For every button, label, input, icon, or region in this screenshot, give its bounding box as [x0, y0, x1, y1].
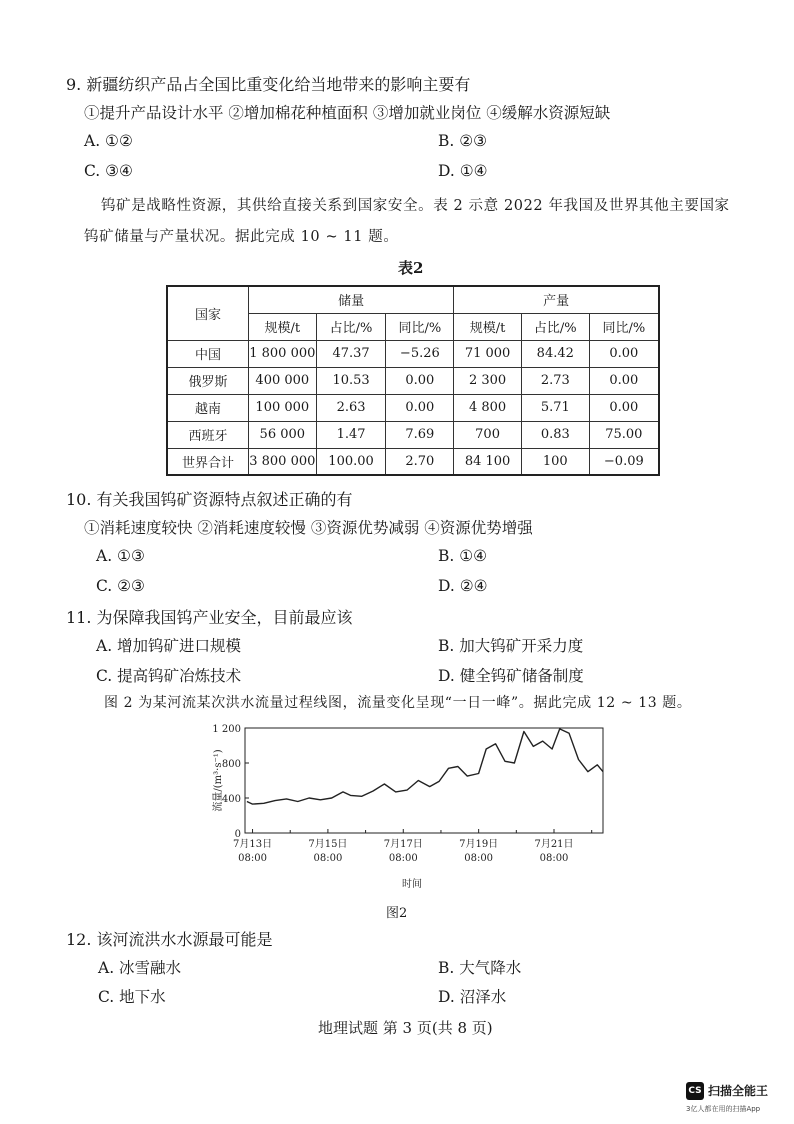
q9-option-a: A. ①② [84, 132, 133, 150]
intro-10-11-line2: 钨矿储量与产量状况。据此完成 10 ~ 11 题。 [84, 229, 399, 245]
row-country: 世界合计 [167, 448, 248, 475]
q9-stem: 9. 新疆纺织产品占全国比重变化给当地带来的影响主要有 [66, 75, 471, 94]
subheader-cell: 同比/% [589, 313, 659, 340]
q10-option-c: C. ②③ [96, 577, 145, 595]
x-tick-label-time: 08:00 [539, 853, 569, 864]
subheader-cell: 同比/% [386, 313, 454, 340]
table-cell: 3 800 000 [248, 448, 316, 475]
flow-hydrograph-chart [205, 716, 625, 896]
q11-stem: 11. 为保障我国钨产业安全，目前最应该 [66, 608, 353, 627]
header-output: 产量 [454, 286, 659, 313]
y-tick-label: 800 [221, 759, 241, 770]
y-axis-label: 流量/(m³·s⁻¹) [213, 749, 224, 812]
table-cell: −0.09 [589, 448, 659, 475]
q10-option-b: B. ①④ [438, 547, 488, 565]
intro-12-13: 图 2 为某河流某次洪水流量过程线图，流量变化呈现“一日一峰”。据此完成 12 ~ 13 题。 [104, 695, 692, 711]
q12-stem: 12. 该河流洪水水源最可能是 [66, 930, 273, 949]
header-reserve: 储量 [248, 286, 453, 313]
q10-option-a: A. ①③ [96, 547, 145, 565]
table-row [167, 367, 659, 394]
table-row [167, 340, 659, 367]
table-cell: 700 [454, 421, 522, 448]
table-row [167, 394, 659, 421]
plot-frame [245, 728, 603, 833]
table-cell: −5.26 [386, 340, 454, 367]
q11-option-b: B. 加大钨矿开采力度 [438, 637, 584, 655]
table-cell: 75.00 [589, 421, 659, 448]
q10-items: ①消耗速度较快 ②消耗速度较慢 ③资源优势减弱 ④资源优势增强 [84, 519, 533, 537]
table-cell: 71 000 [454, 340, 522, 367]
table-cell: 0.83 [521, 421, 589, 448]
x-tick-label-time: 08:00 [464, 853, 494, 864]
x-tick-label-date: 7月13日 [232, 839, 273, 850]
y-tick-label: 0 [234, 829, 241, 840]
q9-items: ①提升产品设计水平 ②增加棉花种植面积 ③增加就业岗位 ④缓解水资源短缺 [84, 104, 611, 122]
watermark-tagline: 3亿人都在用的扫描App [686, 1105, 761, 1113]
table-cell: 84.42 [521, 340, 589, 367]
y-tick-label: 400 [221, 794, 241, 805]
table-cell: 100 000 [248, 394, 316, 421]
q9-option-d: D. ①④ [438, 162, 488, 180]
table-cell: 0.00 [589, 394, 659, 421]
x-tick-label-time: 08:00 [238, 853, 267, 864]
table-cell: 2.70 [386, 448, 454, 475]
table-2 [166, 285, 660, 476]
x-tick-label-time: 08:00 [313, 853, 343, 864]
table-cell: 2.73 [521, 367, 589, 394]
table-cell: 100 [521, 448, 589, 475]
table-cell: 84 100 [454, 448, 522, 475]
q11-option-d: D. 健全钨矿储备制度 [438, 667, 584, 685]
x-tick-label-date: 7月15日 [308, 839, 348, 850]
q11-option-a: A. 增加钨矿进口规模 [96, 637, 242, 655]
table-cell: 56 000 [248, 421, 316, 448]
subheader-cell: 规模/t [454, 313, 522, 340]
subheader-cell: 占比/% [316, 313, 386, 340]
table-row [167, 421, 659, 448]
flow-series-line [247, 729, 603, 804]
q9-option-b: B. ②③ [438, 132, 488, 150]
q12-option-c: C. 地下水 [98, 988, 166, 1006]
q12-option-b: B. 大气降水 [438, 959, 522, 977]
table-cell: 0.00 [589, 340, 659, 367]
table-cell: 7.69 [386, 421, 454, 448]
x-tick-label-time: 08:00 [388, 853, 418, 864]
q10-stem: 10. 有关我国钨矿资源特点叙述正确的有 [66, 490, 353, 509]
table-cell: 2.63 [316, 394, 386, 421]
q11-option-c: C. 提高钨矿冶炼技术 [96, 667, 242, 685]
table-cell: 2 300 [454, 367, 522, 394]
x-axis-label: 时间 [402, 879, 422, 890]
q9-option-c: C. ③④ [84, 162, 133, 180]
q12-option-a: A. 冰雪融水 [98, 959, 182, 977]
subheader-cell: 占比/% [521, 313, 589, 340]
camscanner-logo-icon: CS [686, 1082, 704, 1100]
table-cell: 400 000 [248, 367, 316, 394]
x-tick-label-date: 7月21日 [534, 839, 574, 850]
table-cell: 0.00 [589, 367, 659, 394]
x-tick-label-date: 7月17日 [383, 839, 423, 850]
subheader-cell: 规模/t [248, 313, 316, 340]
intro-10-11-line1: 钨矿是战略性资源，其供给直接关系到国家安全。表 2 示意 2022 年我国及世界其他主要国家 [101, 198, 730, 214]
row-country: 俄罗斯 [167, 367, 248, 394]
q12-option-d: D. 沼泽水 [438, 988, 507, 1006]
table-cell: 5.71 [521, 394, 589, 421]
page-footer: 地理试题 第 3 页(共 8 页) [318, 1019, 493, 1037]
header-country: 国家 [167, 286, 248, 340]
table-cell: 0.00 [386, 394, 454, 421]
q10-option-d: D. ②④ [438, 577, 488, 595]
watermark-brand: 扫描全能王 [708, 1084, 769, 1098]
row-country: 中国 [167, 340, 248, 367]
table-title: 表2 [398, 259, 424, 277]
table-cell: 100.00 [316, 448, 386, 475]
table-cell: 10.53 [316, 367, 386, 394]
table-cell: 1 800 000 [248, 340, 316, 367]
row-country: 越南 [167, 394, 248, 421]
figure-caption: 图2 [386, 906, 408, 921]
row-country: 西班牙 [167, 421, 248, 448]
table-cell: 0.00 [386, 367, 454, 394]
table-cell: 4 800 [454, 394, 522, 421]
table-cell: 47.37 [316, 340, 386, 367]
x-tick-label-date: 7月19日 [459, 839, 499, 850]
table-row [167, 448, 659, 475]
table-cell: 1.47 [316, 421, 386, 448]
y-tick-label: 1 200 [212, 724, 241, 735]
